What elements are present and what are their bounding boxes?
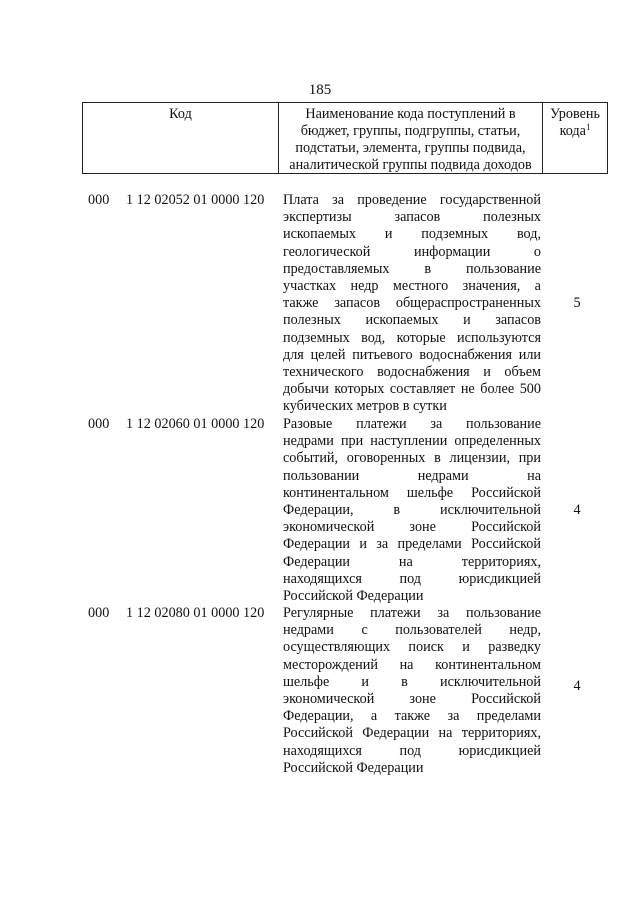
row-name-line: Российской Федерации xyxy=(283,587,424,604)
header-name-line: подстатьи, элемента, группы подвида, xyxy=(295,140,526,156)
row-name-line: находящихся под юрисдикцией xyxy=(283,570,541,587)
table-header xyxy=(82,102,608,174)
header-level-line-2 xyxy=(543,123,607,140)
row-name-line: Регулярные платежи за пользование xyxy=(283,605,541,621)
row-name-line: ископаемых и подземных вод, xyxy=(283,226,541,243)
row-name-line: предоставляемых в пользование xyxy=(283,260,541,277)
row-name-line: недрами с пользователей недр, xyxy=(283,622,541,639)
row-level: 4 xyxy=(573,678,581,694)
row-name-line: Российской Федерации xyxy=(283,759,424,776)
page-number: 185 xyxy=(308,82,332,98)
row-name-line: подземных вод, которые используются xyxy=(283,329,541,346)
header-code: Код xyxy=(83,103,279,173)
header-level xyxy=(543,103,607,173)
row-code: 1 12 02052 01 0000 120 xyxy=(126,192,265,208)
header-name-line: бюджет, группы, подгруппы, статьи, xyxy=(300,123,521,139)
row-name-line: геологической информации о xyxy=(283,243,541,260)
header-level-line: Уровень xyxy=(550,106,600,122)
row-name-line: Российской Федерации на территориях, xyxy=(283,725,541,742)
row-name-line: экономической зоне Российской xyxy=(283,519,541,536)
row-name-line: добычи которых составляет не более 500 xyxy=(283,381,541,398)
row-name xyxy=(283,192,541,415)
row-name-line: шельфе и в исключительной xyxy=(283,673,541,690)
row-name-line: участках недр местного значения, а xyxy=(283,277,541,294)
row-name-line: пользовании недрами на xyxy=(283,467,541,484)
row-name-line: осуществляющих поиск и разведку xyxy=(283,639,541,656)
row-name-line: недрами при наступлении определенных xyxy=(283,433,541,450)
row-code: 1 12 02080 01 0000 120 xyxy=(126,605,265,621)
header-level-text: кода xyxy=(559,123,586,139)
row-name-line: кубических метров в сутки xyxy=(283,398,447,415)
row-name xyxy=(283,416,541,605)
row-name-line: континентальном шельфе Российской xyxy=(283,484,541,501)
row-code: 1 12 02060 01 0000 120 xyxy=(126,416,265,432)
row-name-line: Федерации и за пределами Российской xyxy=(283,536,541,553)
row-name-line: для целей питьевого водоснабжения или xyxy=(283,346,541,363)
row-name-line: Разовые платежи за пользование xyxy=(283,416,541,432)
row-name-line: Федерации, в исключительной xyxy=(283,501,541,518)
row-prefix: 000 xyxy=(88,192,110,208)
row-prefix: 000 xyxy=(88,416,110,432)
row-name-line: Федерации на территориях, xyxy=(283,553,541,570)
row-name-line: месторождений на континентальном xyxy=(283,656,541,673)
row-name-line: полезных ископаемых и запасов xyxy=(283,312,541,329)
row-name-line: технического водоснабжения и объем xyxy=(283,363,541,380)
row-name-line: событий, оговоренных в лицензии, при xyxy=(283,450,541,467)
row-name xyxy=(283,605,541,777)
header-name xyxy=(279,103,543,173)
header-name-line: Наименование кода поступлений в xyxy=(305,106,516,122)
row-level: 5 xyxy=(573,295,581,311)
row-level: 4 xyxy=(573,502,581,518)
row-name-line: Федерации, а также за пределами xyxy=(283,708,541,725)
row-name-line: экономической зоне Российской xyxy=(283,690,541,707)
header-name-line: аналитической группы подвида доходов xyxy=(289,157,532,173)
row-name-line: также запасов общераспространенных xyxy=(283,295,541,312)
row-name-line: экспертизы запасов полезных xyxy=(283,209,541,226)
row-prefix: 000 xyxy=(88,605,110,621)
header-level-footnote: 1 xyxy=(585,122,591,132)
row-name-line: Плата за проведение государственной xyxy=(283,192,541,208)
row-name-line: находящихся под юрисдикцией xyxy=(283,742,541,759)
